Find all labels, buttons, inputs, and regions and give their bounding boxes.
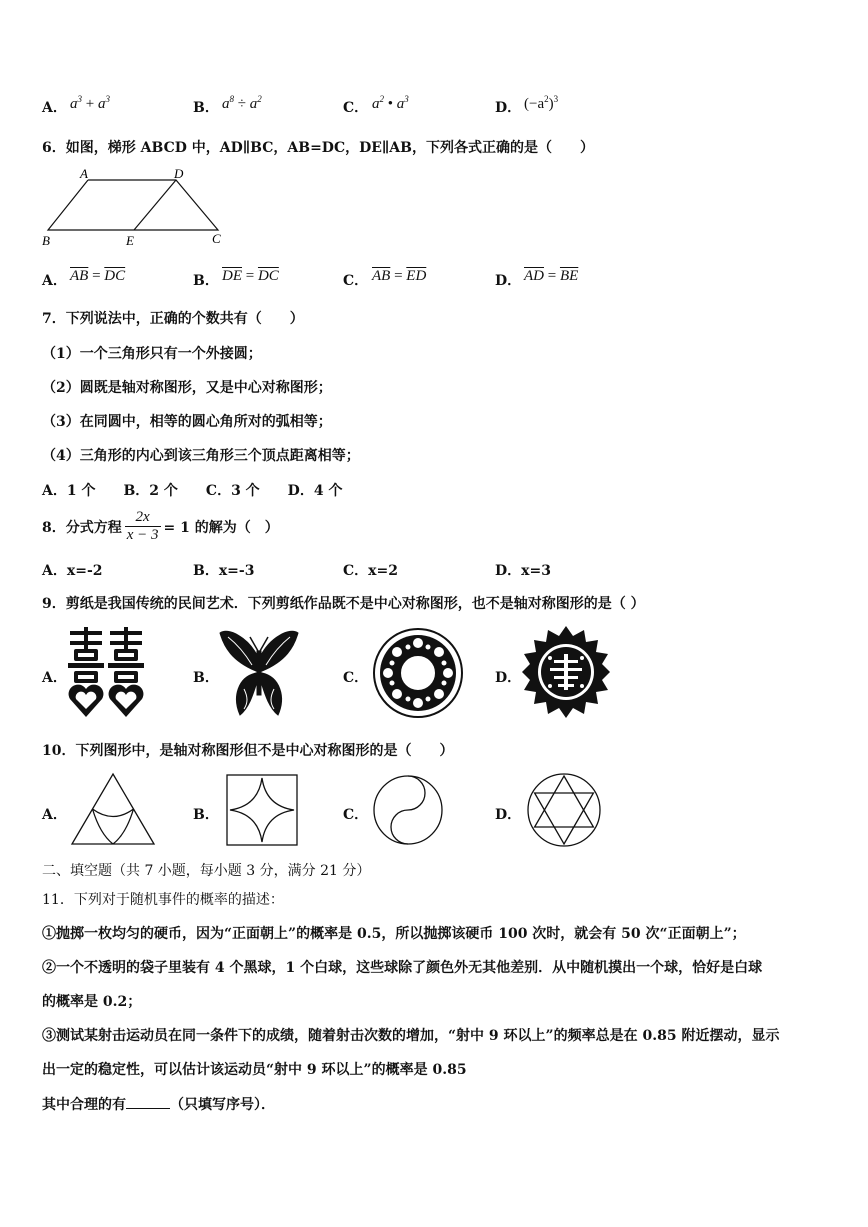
q10-option-d-letter: D．	[495, 807, 522, 823]
q9-option-d-letter: D．	[495, 670, 522, 686]
square-star-figure	[226, 774, 298, 846]
q10-option-c-letter: C．	[343, 807, 369, 823]
q10-option-a-letter: A．	[42, 807, 67, 823]
q7-item-1: （1）一个三角形只有一个外接圆；	[42, 346, 262, 362]
q8-stem-suffix: = 1 的解为（ ）	[163, 519, 279, 536]
q10-option-b-letter: B．	[193, 807, 219, 823]
double-happiness-papercut-icon	[66, 627, 146, 719]
label-d: D	[174, 166, 184, 181]
q6-option-b-expr: $\overline{DE} = \overline{DC}$	[222, 268, 279, 284]
q11-statement-1: ①抛掷一枚均匀的硬币，因为“正面朝上”的概率是 0.5，所以抛掷该硬币 100 次时，就会有 50 次“正面朝上”；	[42, 926, 746, 942]
q11-statement-2b: 的概率是 0.2；	[42, 994, 142, 1010]
q6-option-d-expr: $\overline{AD} = \overline{BE}$	[524, 268, 579, 284]
q7-stem: 7．下列说法中，正确的个数共有（ ）	[42, 311, 304, 327]
q9-stem: 9．剪纸是我国传统的民间艺术．下列剪纸作品既不是中心对称图形，也不是轴对称图形的是（ ）	[42, 596, 645, 612]
q8-option-a: A．x=-2	[42, 563, 103, 579]
q6-option-c-expr: $\overline{AB} = \overline{ED}$	[372, 268, 427, 284]
section-2-heading: 二、填空题（共 7 小题，每小题 3 分，满分 21 分）	[42, 863, 371, 879]
q11-statement-3a: ③测试某射击运动员在同一条件下的成绩，随着射击次数的增加，“射中 9 环以上”的频率总是在 0.85 附近摆动，显示	[42, 1028, 780, 1044]
label-b: B	[42, 233, 50, 248]
q9-option-c-letter: C．	[343, 670, 369, 686]
hexagram-circle-figure	[526, 772, 602, 848]
q9-option-b-letter: B．	[193, 670, 219, 686]
q8-option-c: C．x=2	[343, 563, 398, 579]
q5-option-c-letter: C．	[343, 100, 369, 116]
q8-stem-prefix: 8．分式方程	[42, 519, 122, 536]
q11-answer-line	[42, 1094, 275, 1114]
q8-stem	[42, 509, 279, 544]
ring-papercut-icon	[372, 627, 464, 719]
q5-option-c-expr: $a^2$ • $a^3$	[372, 94, 409, 112]
q5-option-d-letter: D．	[495, 100, 522, 116]
trapezoid-figure	[36, 166, 236, 252]
q6-option-a-expr: $\overline{AB} = \overline{DC}$	[70, 268, 126, 284]
q6-option-d-letter: D．	[495, 273, 522, 289]
q7-item-2: （2）圆既是轴对称图形，又是中心对称图形；	[42, 380, 332, 396]
q8-option-b: B．x=-3	[193, 563, 255, 579]
q7-item-4: （4）三角形的内心到该三角形三个顶点距离相等；	[42, 448, 360, 464]
butterfly-papercut-icon	[218, 627, 300, 719]
sun-papercut-icon	[520, 624, 612, 720]
q5-option-a-letter: A．	[42, 100, 67, 116]
q6-option-b-letter: B．	[193, 273, 219, 289]
q8-fraction: $\frac{2x}{x - 3}$	[126, 509, 159, 543]
q11-answer-suffix: （只填写序号）．	[170, 1097, 275, 1113]
q11-answer-prefix: 其中合理的有	[42, 1097, 126, 1113]
q8-option-d: D．x=3	[495, 563, 551, 579]
yin-yang-figure	[372, 774, 444, 846]
q10-stem: 10．下列图形中，是轴对称图形但不是中心对称图形的是（ ）	[42, 743, 454, 759]
q11-statement-2a: ②一个不透明的袋子里装有 4 个黑球，1 个白球，这些球除了颜色外无其他差别．从中随机摸出一个球，恰好是白球	[42, 960, 763, 976]
q5-option-a-expr: $a^3 + a^3$	[70, 94, 110, 112]
q11-statement-3b: 出一定的稳定性，可以估计该运动员“射中 9 环以上”的概率是 0.85	[42, 1062, 467, 1078]
q7-item-3: （3）在同圆中，相等的圆心角所对的弧相等；	[42, 414, 332, 430]
triangle-arcs-figure	[70, 772, 156, 846]
q5-option-b-expr: $a^8 \div a^2$	[222, 94, 262, 112]
label-e: E	[126, 233, 134, 248]
q11-stem: 11．下列对于随机事件的概率的描述：	[42, 892, 284, 908]
q9-option-a-letter: A．	[42, 670, 67, 686]
label-a: A	[80, 166, 88, 181]
q6-stem: 6．如图，梯形 ABCD 中，AD∥BC，AB=DC，DE∥AB，下列各式正确的是（ ）	[42, 140, 595, 156]
label-c: C	[212, 231, 221, 246]
q7-options: A．1 个 B．2 个 C．3 个 D．4 个	[42, 483, 343, 499]
q6-option-c-letter: C．	[343, 273, 369, 289]
q5-option-b-letter: B．	[193, 100, 219, 116]
q6-option-a-letter: A．	[42, 273, 67, 289]
q5-option-d-expr: $(-a^2)^3$	[524, 94, 559, 112]
q11-answer-blank[interactable]	[126, 1098, 170, 1109]
